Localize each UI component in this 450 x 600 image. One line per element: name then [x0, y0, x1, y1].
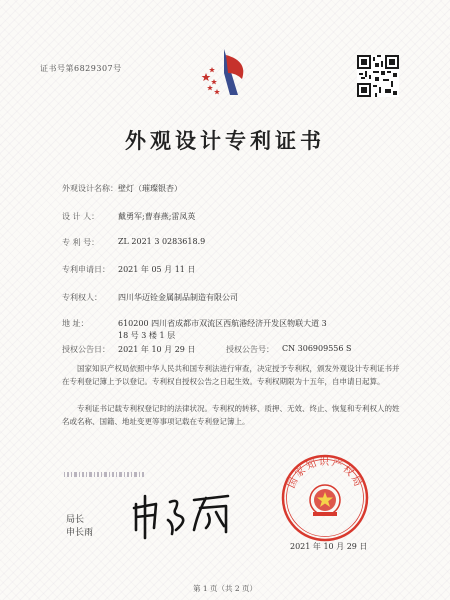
- filing-date-label: 专利申请日：: [62, 265, 110, 274]
- grant-number-value: CN 306909556 S: [282, 344, 352, 353]
- designer-value: 戴勇军;曹春燕;雷凤英: [118, 212, 196, 221]
- page-title: 外观设计专利证书: [125, 128, 325, 153]
- design-name-label: 外观设计名称：: [62, 184, 118, 193]
- official-seal-icon: [280, 453, 370, 543]
- grant-number-label: 授权公告号：: [226, 345, 274, 354]
- address-label: 地 址：: [62, 319, 89, 328]
- grant-date-value: 2021 年 10 月 29 日: [118, 345, 196, 354]
- designer-label: 设 计 人：: [62, 212, 100, 221]
- address-line-2: 18 号 3 楼 1 层: [118, 331, 176, 340]
- handwritten-signature-icon: [128, 490, 238, 540]
- patentee-label: 专利权人：: [62, 293, 102, 302]
- certificate-number: 证书号第6829307号: [40, 64, 122, 73]
- filing-date-value: 2021 年 05 月 11 日: [118, 265, 196, 274]
- patent-number-value: ZL 2021 3 0283618.9: [118, 237, 206, 246]
- address-line-1: 610200 四川省成都市双流区西航港经济开发区物联大道 3: [118, 319, 327, 328]
- barcode-strip-icon: [64, 472, 144, 477]
- patentee-value: 四川华迈铨金属制品制造有限公司: [118, 293, 238, 302]
- signature-title-name: 申长雨: [66, 528, 94, 538]
- grant-statement-paragraph: 国家知识产权局依照中华人民共和国专利法进行审查，决定授予专利权，颁发外观设计专利证书并在专利登记簿上予以登记。专利权自授权公告之日起生效。专利权期限为十五年，自申请日起算。: [62, 364, 400, 386]
- signature-title-director: 局长: [66, 515, 85, 525]
- legal-status-paragraph: 专利证书记载专利权登记时的法律状况。专利权的转移、质押、无效、终止、恢复和专利权人的姓名或名称、国籍、地址变更等事项记载在专利登记簿上。: [62, 404, 400, 426]
- grant-date-label: 授权公告日：: [62, 345, 110, 354]
- qr-code-icon: [357, 55, 399, 97]
- patent-number-label: 专 利 号：: [62, 238, 100, 247]
- seal-date: 2021 年 10 月 29 日: [290, 542, 368, 551]
- seal-text: 国家知识产权局: [286, 457, 364, 491]
- cnipa-emblem-icon: [196, 43, 256, 103]
- design-name-value: 壁灯（璀璨银杏）: [118, 184, 182, 193]
- page-indicator: 第 1 页（共 2 页）: [192, 584, 258, 593]
